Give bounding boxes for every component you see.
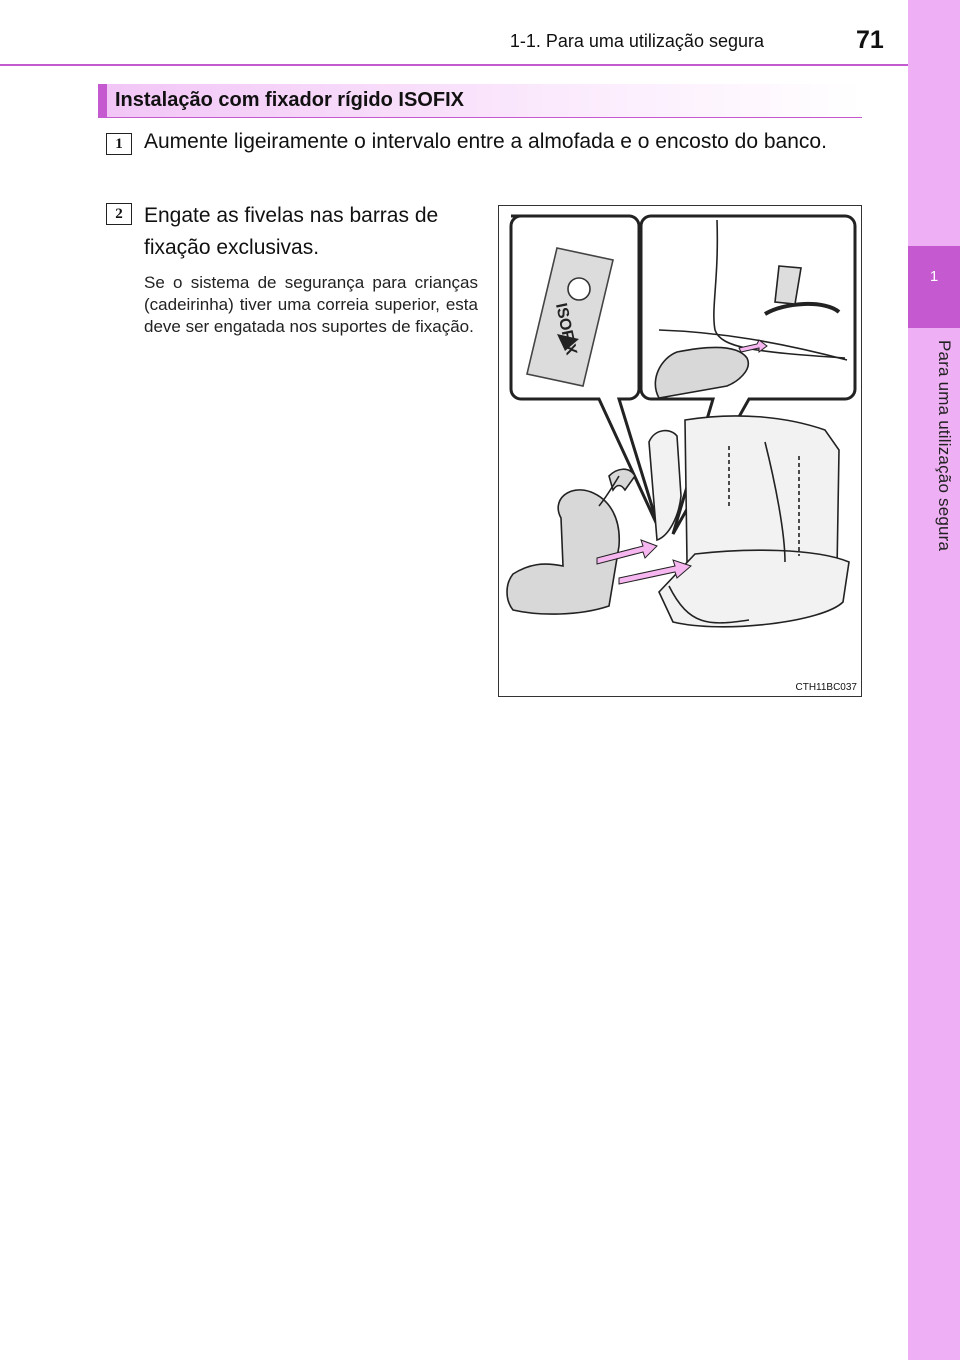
step-number-2: 2 (106, 203, 132, 225)
section-title: Instalação com fixador rígido ISOFIX (115, 89, 464, 111)
step-2-note: Se o sistema de segurança para crianças (cadeirinha) tiver uma correia superior, esta deve ser engatada nos suportes de fixação. (144, 273, 478, 336)
step-text-2: Engate as fivelas nas barras de fixação exclusivas. (144, 204, 439, 259)
badge-text: ISOFIX (551, 301, 580, 357)
side-chapter-number: 1 (929, 268, 939, 285)
header-section-title: 1-1. Para uma utilização segura (509, 31, 764, 51)
figure-code: CTH11BC037 (795, 682, 857, 693)
header-rule (0, 64, 908, 66)
side-tab (908, 0, 960, 1360)
isofix-installation-figure (498, 205, 862, 697)
child-seat-icon (568, 278, 590, 300)
side-tab-active-chapter (908, 246, 960, 328)
section-heading-bar (98, 84, 862, 118)
page-number: 71 (856, 26, 884, 54)
child-seat (507, 490, 619, 614)
step-number-1: 1 (106, 133, 132, 155)
step-text-1: Aumente ligeiramente o intervalo entre a almofada e o encosto do banco. (144, 130, 827, 153)
figure-drawing (499, 206, 863, 698)
side-chapter-label: Para uma utilização segura (935, 340, 954, 552)
